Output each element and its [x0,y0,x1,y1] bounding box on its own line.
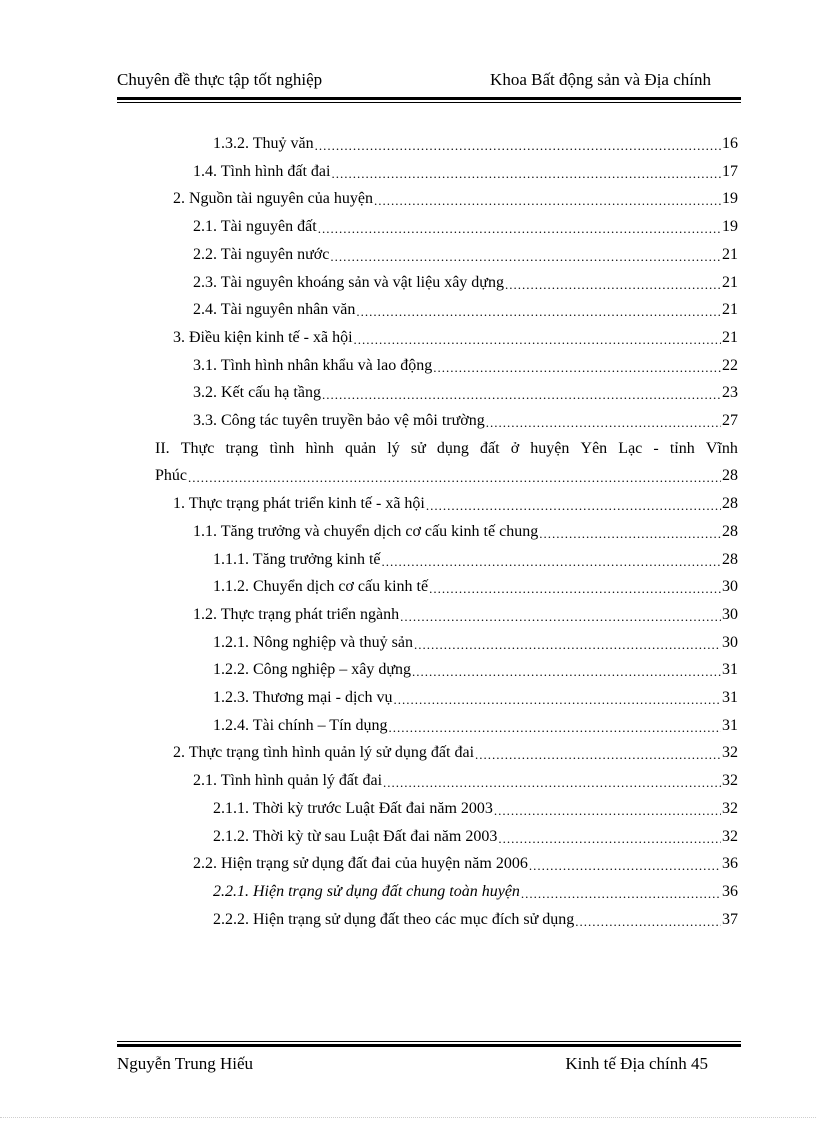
toc-entry[interactable] [193,770,738,792]
toc-dot-leader [354,331,721,349]
toc-entry-title: 1.1. Tăng trưởng và chuyển dịch cơ cấu kinh tế chung [193,522,539,540]
toc-dot-leader [539,525,721,543]
toc-entry[interactable] [173,493,738,515]
toc-entry-page: 36 [722,882,738,900]
toc-dot-leader [331,165,721,183]
heading-word: hình [305,439,334,457]
toc-entry[interactable] [193,853,738,875]
page-footer [117,1054,741,1078]
footer-right: Kinh tế Địa chính 45 [565,1054,708,1073]
toc-dot-leader [393,691,721,709]
toc-entry-page: 16 [722,135,738,152]
toc-entry-title: 3. Điều kiện kinh tế - xã hội [173,328,353,346]
toc-entry[interactable] [213,659,738,681]
toc-entry-page: 28 [722,495,738,513]
toc-entry-page: 30 [722,578,738,596]
toc-entry-page: 37 [722,910,738,928]
toc-entry-page: 31 [722,689,738,706]
heading-word: dụng [436,439,469,457]
toc-entry[interactable] [193,216,738,238]
heading-word: Thực [180,439,215,457]
toc-entry[interactable] [213,549,738,571]
header-right: Khoa Bất động sản và Địa chính [490,70,711,89]
toc-dot-leader [575,913,721,931]
footer-left: Nguyễn Trung Hiếu [117,1054,254,1073]
toc-entry[interactable] [193,161,738,183]
toc-dot-leader [494,802,721,820]
toc-entry-page: 28 [722,550,738,568]
toc-entry[interactable] [193,382,738,404]
heading-word: Yên [580,439,608,457]
toc-entry[interactable] [213,798,738,820]
toc-dot-leader [318,220,721,238]
toc-entry[interactable] [213,826,738,848]
toc-entry-title: 1.2.1. Nông nghiệp và thuỷ sản [213,633,413,651]
toc-dot-leader [433,359,721,377]
toc-entry-title: 2.2. Hiện trạng sử dụng đất đai của huyện năm 2006 [193,855,528,873]
toc-entry-page: 23 [722,384,738,402]
toc-entry-title: 1.1.1. Tăng trưởng kinh tế [213,550,381,568]
heading-word: II. [155,439,170,457]
toc-entry-title: 2.1. Tình hình quản lý đất đai [193,772,383,790]
toc-entry[interactable] [173,742,738,764]
toc-entry[interactable] [193,410,738,432]
heading-word: đất [480,439,500,457]
toc-entry-page: 30 [722,633,738,651]
toc-entry-page: 31 [722,716,738,734]
toc-dot-leader [330,248,721,266]
footer-rule-thin [117,1041,741,1042]
toc-entry[interactable] [193,604,738,626]
heading-word: trạng [225,439,259,457]
toc-entry-title: 2.4. Tài nguyên nhân văn [193,301,356,319]
toc-entry-title: 1.3.2. Thuỷ văn [213,135,314,152]
toc-entry[interactable] [173,327,738,349]
page-header [117,68,741,92]
toc-entry-title: 2.2. Tài nguyên nước [193,245,330,263]
toc-entry-page: 21 [722,245,738,263]
toc-entry[interactable] [193,521,738,543]
toc-entry[interactable] [193,244,738,266]
page-edge-divider [0,1117,816,1118]
toc-entry-title: 1.2.3. Thương mại - dịch vụ [213,689,393,706]
toc-entry-title: 2. Thực trạng tình hình quản lý sử dụng đất đai [173,744,475,762]
toc-dot-leader [400,608,721,626]
heading-word: tỉnh [669,439,695,457]
toc-entry-title: 2.1.1. Thời kỳ trước Luật Đất đai năm 2003 [213,799,493,817]
toc-entry-title: 1.1.2. Chuyển dịch cơ cấu kinh tế [213,578,429,596]
toc-entry-title: 2.2.1. Hiện trạng sử dụng đất chung toàn huyện [213,882,520,900]
heading-word: ở [510,439,520,457]
heading-word: Vĩnh [705,439,738,457]
toc-dot-leader [322,386,721,404]
toc-dot-leader [475,746,721,764]
toc-dot-leader [426,497,721,515]
heading-word: Lạc [618,439,643,457]
toc-entry-page: 32 [722,827,738,845]
toc-entry-page: 28 [722,522,738,540]
toc-entry-title: 3.3. Công tác tuyên truyền bảo vệ môi trường [193,412,485,429]
toc-entry-title: Phúc [155,467,187,485]
toc-entry-title: 3.1. Tình hình nhân khẩu và lao động [193,356,433,374]
toc-entry-title: 2.3. Tài nguyên khoáng sản và vật liệu xây dựng [193,273,504,291]
heading-word: tình [269,439,295,457]
toc-dot-leader [412,663,721,681]
toc-entry-title: 2. Nguồn tài nguyên của huyện [173,190,373,208]
toc-entry-page: 32 [722,772,738,790]
header-rule-thin [117,102,741,103]
toc-entry-page: 27 [722,412,738,429]
toc-entry-title: 1.2.4. Tài chính – Tín dụng [213,716,388,734]
toc-dot-leader [521,885,721,903]
toc-dot-leader [429,580,721,598]
toc-dot-leader [389,719,721,737]
toc-entry-page: 22 [722,356,738,374]
toc-entry[interactable] [213,881,738,903]
toc-entry-title: 1. Thực trạng phát triển kinh tế - xã hội [173,495,425,513]
toc-entry-page: 21 [722,328,738,346]
heading-word: - [653,439,659,457]
toc-entry-page: 32 [722,744,738,762]
toc-entry[interactable] [213,909,738,931]
toc-entry[interactable] [173,188,738,210]
toc-entry-page: 32 [722,799,738,817]
toc-entry[interactable] [213,133,738,155]
toc-dot-leader [383,774,721,792]
toc-entry-title: 1.2.2. Công nghiệp – xây dựng [213,661,411,679]
toc-entry-title: 2.1.2. Thời kỳ từ sau Luật Đất đai năm 2003 [213,827,498,845]
toc-entry-page: 28 [722,467,738,485]
toc-dot-leader [505,276,721,294]
toc-entry-title: 2.1. Tài nguyên đất [193,218,317,236]
toc-entry[interactable] [193,355,738,377]
toc-entry[interactable] [193,272,738,294]
footer-rule-thick [117,1044,741,1047]
toc-entry-page: 17 [722,162,738,180]
toc-entry-title: 2.2.2. Hiện trạng sử dụng đất theo các mục đích sử dụng [213,910,575,928]
toc-dot-leader [188,469,721,487]
toc-entry-page: 21 [722,301,738,319]
toc-dot-leader [486,414,721,432]
toc-entry-page: 21 [722,273,738,291]
toc-dot-leader [315,137,721,155]
toc-entry-page: 19 [722,218,738,236]
toc-entry-page: 31 [722,661,738,679]
toc-dot-leader [414,636,721,654]
toc-dot-leader [356,303,721,321]
heading-word: huyện [530,439,570,457]
toc-dot-leader [381,553,721,571]
toc-section-heading-line1[interactable] [155,438,738,460]
toc-entry-title: 3.2. Kết cấu hạ tầng [193,384,321,402]
toc-entry[interactable] [213,576,738,598]
toc-entry-title: 1.4. Tình hình đất đai [193,162,331,180]
toc-dot-leader [529,857,721,875]
toc-entry-page: 36 [722,855,738,873]
heading-word: lý [387,439,400,457]
heading-word: sử [410,439,426,457]
toc-dot-leader [498,830,721,848]
toc-entry-page: 30 [722,605,738,623]
toc-entry[interactable] [213,632,738,654]
header-rule-thick [117,97,741,100]
toc-entry[interactable] [193,299,738,321]
heading-word: quản [345,439,377,457]
toc-entry[interactable] [213,715,738,737]
header-left: Chuyên đề thực tập tốt nghiệp [117,70,323,89]
toc-entry-title: 1.2. Thực trạng phát triển ngành [193,605,400,623]
toc-dot-leader [374,192,721,210]
toc-section-heading-line2[interactable] [155,465,738,487]
toc-entry-page: 19 [722,190,738,208]
toc-entry[interactable] [213,687,738,709]
